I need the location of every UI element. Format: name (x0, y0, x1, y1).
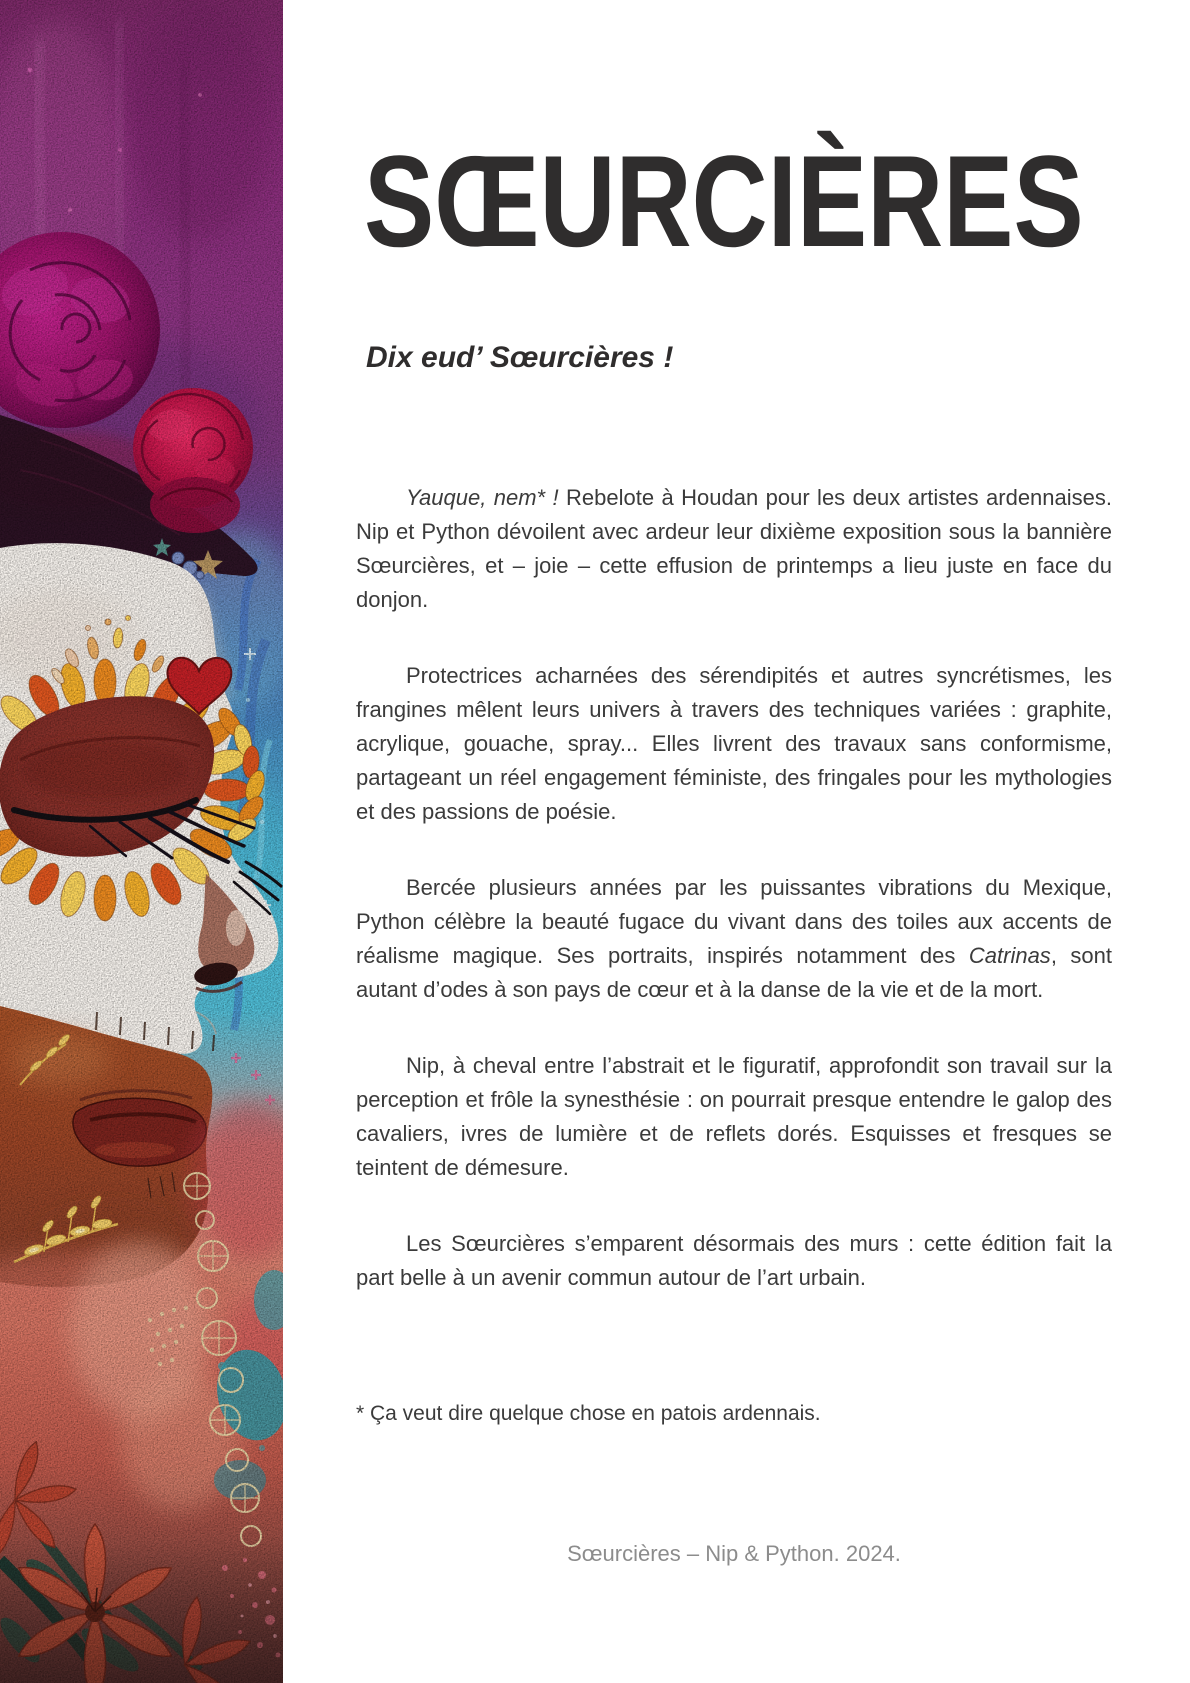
paragraph-nip (356, 1049, 1112, 1185)
page-subtitle: Dix eud’ Sœurcières ! (366, 341, 674, 374)
paragraph-intro (356, 481, 1112, 617)
footer-credit: Sœurcières – Nip & Python. 2024. (567, 1541, 901, 1566)
page-title: SŒURCIÈRES (364, 128, 1084, 274)
artwork-sugar-skull-illustration (0, 0, 283, 1683)
footnote: * Ça veut dire quelque chose en patois ardennais. (356, 1402, 821, 1425)
paper-grain (0, 0, 283, 1683)
paragraph-protectrices (356, 659, 1112, 829)
paragraph-python-text-post: , sont autant d’odes à son pays de cœur et à la danse de la vie et de la mort. (356, 943, 1112, 1002)
paragraph-nip-text: Nip, à cheval entre l’abstrait et le figuratif, approfondit son travail sur la perception et frôle la synesthésie : on pourrait presque entendre le galop des cavaliers, ivres de lumière et de reflets dorés. Esquisses et fresques se teintent de démesure. (356, 1053, 1112, 1180)
paragraph-protectrices-text: Protectrices acharnées des sérendipités et autres syncrétismes, les frangines mêlent leurs univers à travers des techniques variées : graphite, acrylique, gouache, spray... Elles livrent des travaux sans conformisme, partageant un réel engagement féministe, des fringales pour les mythologies et des passions de poésie. (356, 663, 1112, 824)
paragraph-murs-text: Les Sœurcières s’emparent désormais des murs : cette édition fait la part belle à un avenir commun autour de l’art urbain. (356, 1231, 1112, 1290)
body-text (356, 481, 1112, 1337)
paragraph-python-text-pre: Bercée plusieurs années par les puissantes vibrations du Mexique, Python célèbre la beauté fugace du vivant dans des toiles aux accents de réalisme magique. Ses portraits, inspirés notamment des (356, 875, 1112, 968)
paragraph-python (356, 871, 1112, 1007)
paragraph-murs (356, 1227, 1112, 1295)
paragraph-python-catrinas: Catrinas (968, 943, 1051, 968)
paragraph-intro-text: Rebelote à Houdan pour les deux artistes ardennaises. Nip et Python dévoilent avec ardeur leur dixième exposition sous la bannière Sœurcières, et – joie – cette effusion de printemps a lieu juste en face du donjon. (356, 485, 1112, 612)
paragraph-intro-lead: Yauque, nem* ! (406, 485, 559, 510)
